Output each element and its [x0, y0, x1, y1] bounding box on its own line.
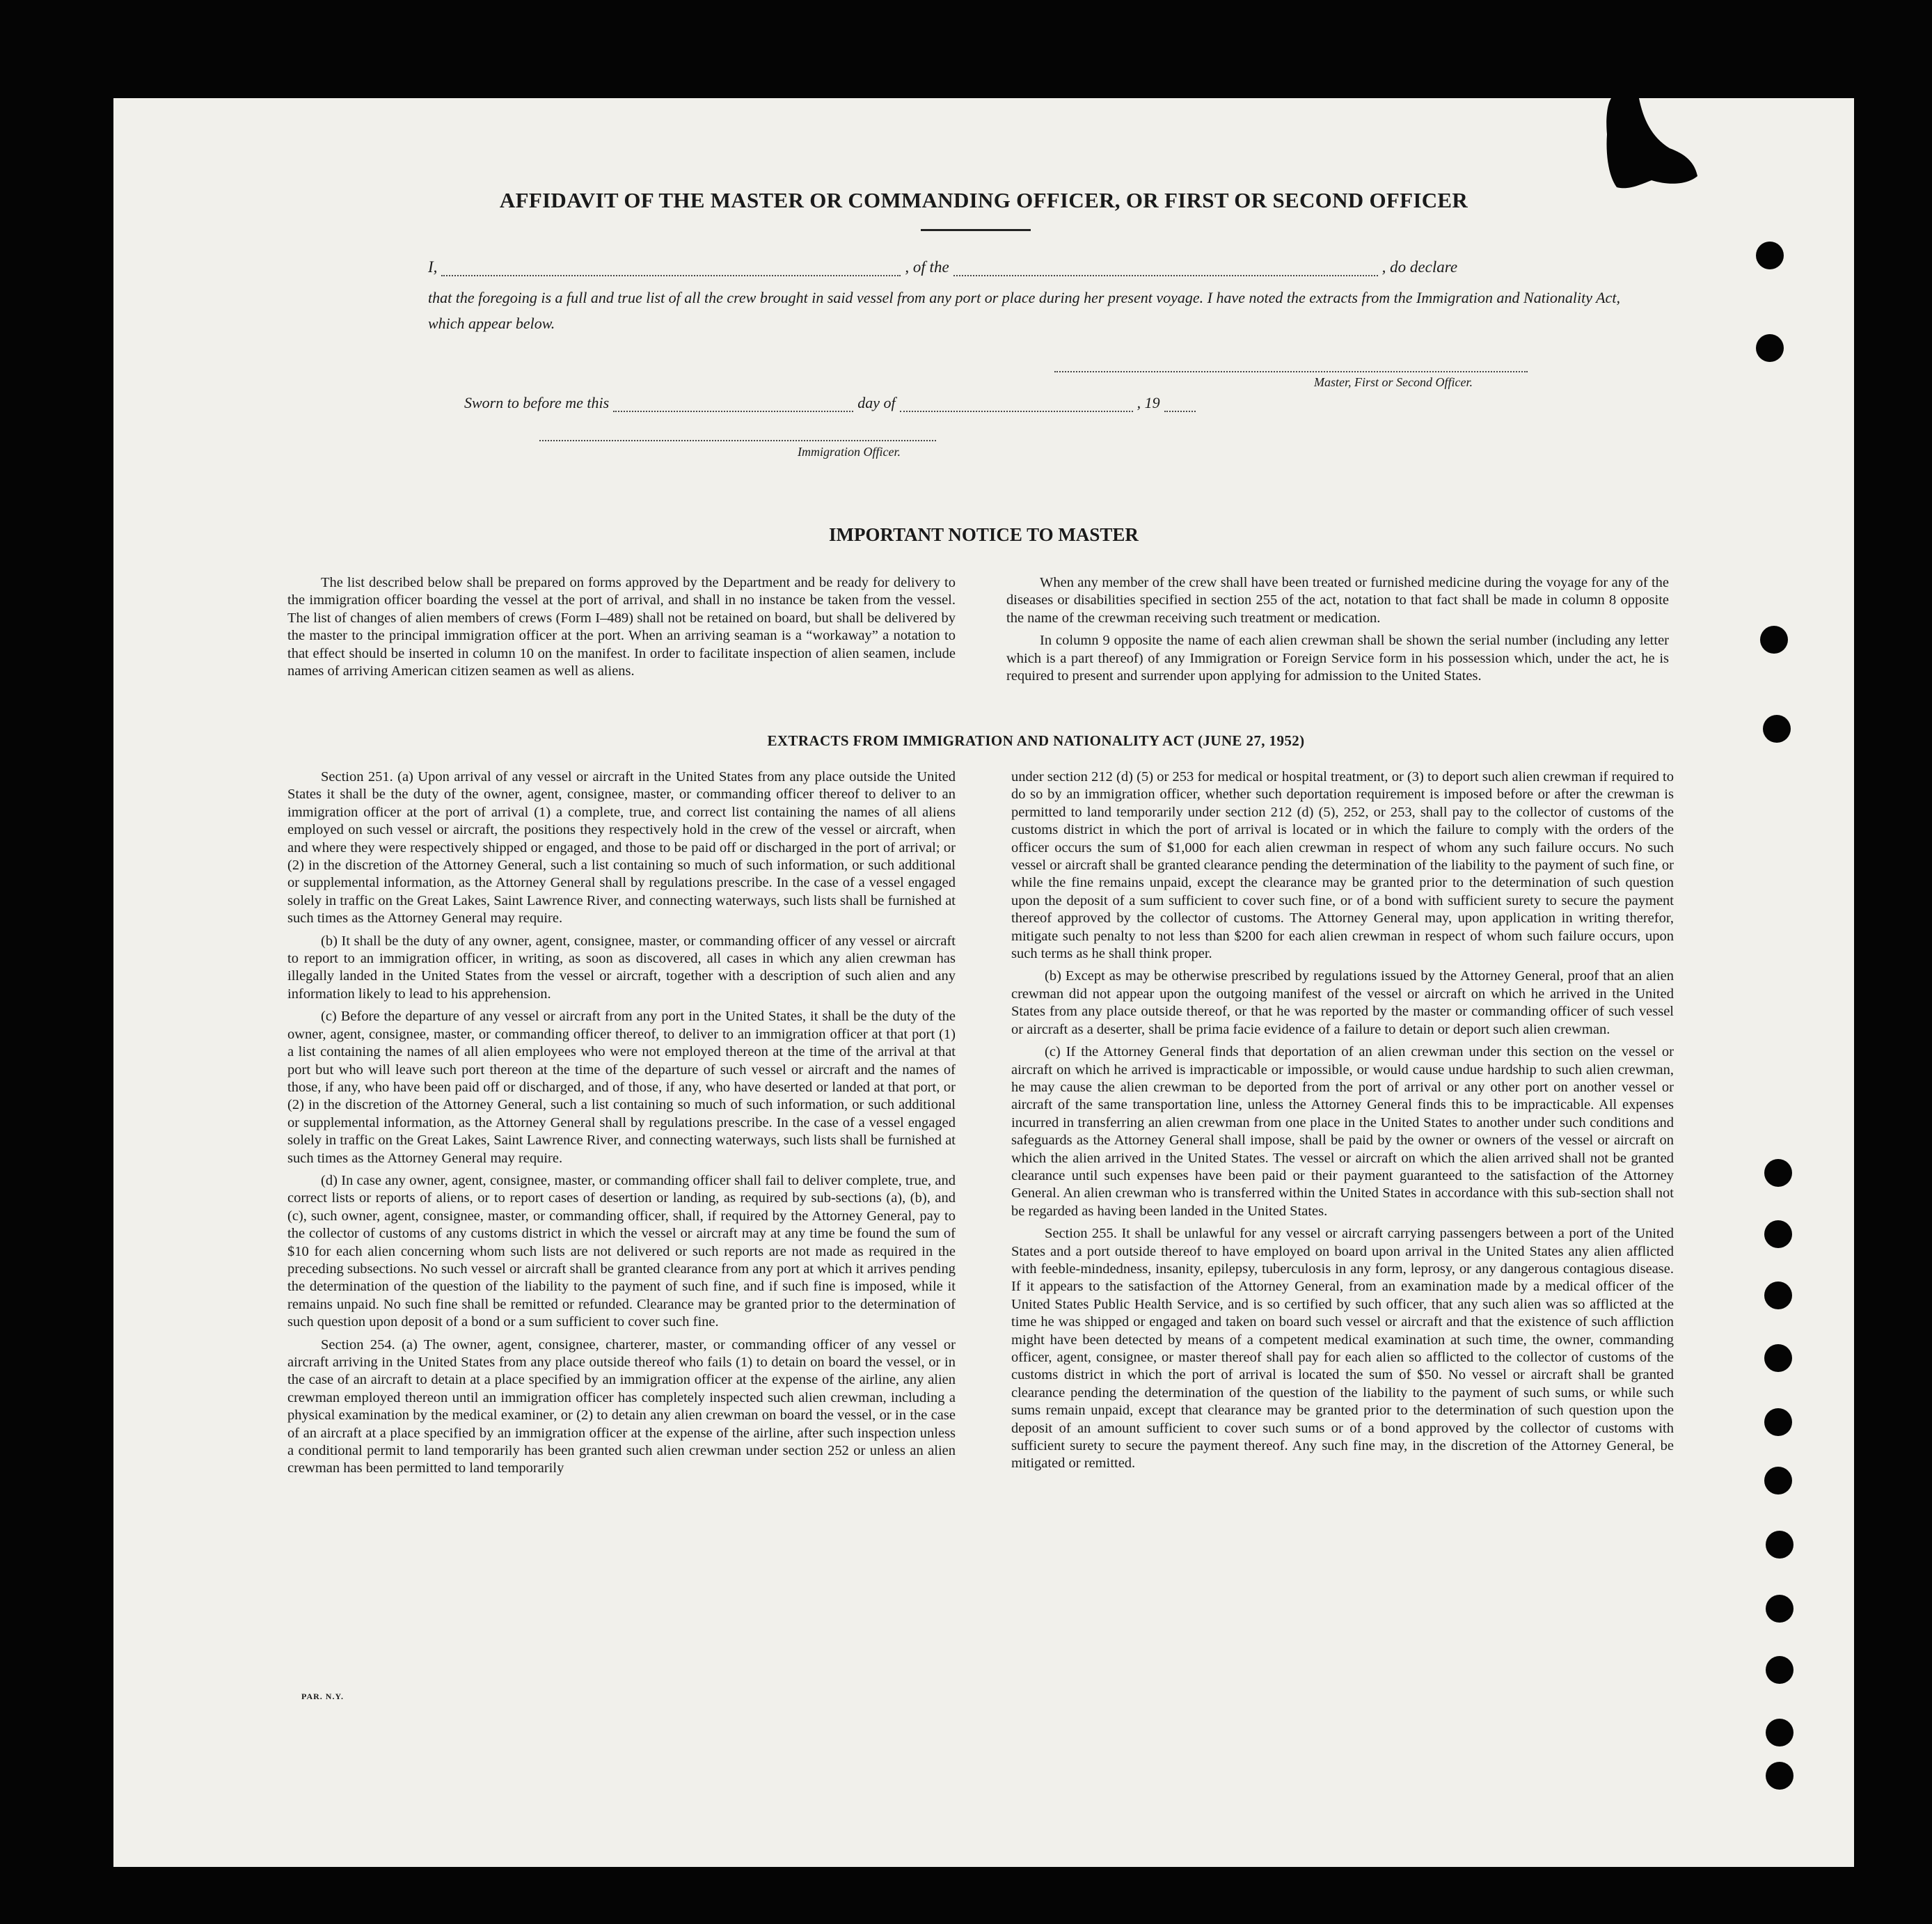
declaration-line — [428, 258, 1646, 276]
notice-title: IMPORTANT NOTICE TO MASTER — [829, 524, 1139, 545]
sworn-prefix: Sworn to before me this — [464, 394, 610, 411]
punch-hole — [1766, 1531, 1794, 1559]
sworn-day-blank[interactable] — [613, 400, 853, 412]
title-divider — [921, 229, 1031, 231]
punch-hole — [1766, 1719, 1794, 1746]
extract-paragraph: Section 251. (a) Upon arrival of any vessel or aircraft in the United States from any place outside the United States it shall be the duty of the owner, agent, consignee, master, or commanding officer thereof to deliver to an immigration officer at the port of arrival (1) a complete, true, and correct list containing the names of all aliens employed on such vessel or aircraft, the positions they respectively hold in the crew of the vessel or aircraft, when and where they were respectively shipped or engaged, and those to be paid off or discharged in the port of arrival; or (2) in the discretion of the Attorney General, such a list containing so much of such information, or such additional or supplemental information, as the Attorney General shall by regulations prescribe. In the case of a vessel engaged solely in traffic on the Great Lakes, Saint Lawrence River, and connecting waterways, such lists shall be furnished at such times as the Attorney General may require. — [287, 769, 956, 926]
extract-paragraph: (d) In case any owner, agent, consignee, master, or commanding officer shall fail to deliver complete, true, and correct lists or reports of aliens, or to report cases of desertion or landing, as required by sub-sections (a), (b), and (c), such owner, agent, consignee, master, or commanding officer, shall, if required by the Attorney General, pay to the collector of customs of any customs district in which the vessel or aircraft may at any time be found the sum of $10 for each alien concerning whom such lists are not delivered or such reports are not made as required in the preceding subsections. No such vessel or aircraft shall be granted clearance from any port at which it arrives pending the determination of the question of the liability to the payment of such fine, and if such fine is imposed, while it remains unpaid. No such fine shall be remitted or refunded. Clearance may be granted prior to the determination of such question upon deposit of a bond or a sum sufficient to cover such fine. — [287, 1172, 956, 1330]
sworn-year-label: , 19 — [1137, 394, 1160, 411]
affidavit-title: AFFIDAVIT OF THE MASTER OR COMMANDING OFFICER, OR FIRST OR SECOND OFFICER — [499, 188, 1468, 212]
extracts-title: EXTRACTS FROM IMMIGRATION AND NATIONALITY ACT (JUNE 27, 1952) — [767, 732, 1305, 749]
extract-paragraph: Section 254. (a) The owner, agent, consignee, charterer, master, or commanding officer of any vessel or aircraft arriving in the United States from any place outside thereof who fails (1) to detain on board the vessel, or in the case of an aircraft to detain at a place specified by an immigration officer at the expense of the airline, any alien crewman employed thereon until an immigration officer has completely inspected such alien crewman, including a physical examination by the medical examiner, or (2) to detain any alien crewman on board the vessel, or in the case of an aircraft at a place specified by an immigration officer at the expense of the airline, after such inspection unless a conditional permit to land temporarily has been granted such alien crewman under section 252 or unless an alien crewman has been permitted to land temporarily — [287, 1336, 956, 1476]
extracts-left-column — [287, 768, 956, 1483]
sworn-line — [464, 394, 1369, 412]
notice-paragraph: When any member of the crew shall have been treated or furnished medicine during the voyage for any of the diseases or disabilities specified in section 255 of the act, notation to that fact shall be made in column 8 opposite the name of the crewman receiving such treatment or medication. — [1006, 575, 1669, 626]
extract-paragraph: Section 255. It shall be unlawful for any vessel or aircraft carrying passengers between a port of the United States and a port outside thereof to have employed on board upon arrival in the United States any alien afflicted with feeble-mindedness, insanity, epilepsy, tuberculosis in any form, leprosy, or any dangerous contagious disease. If it appears to the satisfaction of the Attorney General, from an examination made by a medical officer of the United States Public Health Service, and is so certified by such officer, that any such alien was so afflicted at the time he was shipped or engaged and taken on board such vessel or aircraft and that the existence of such affliction might have been detected by means of a competent medical examination at such time, the owner, commanding officer, agent, consignee, or master thereof shall pay for each alien so afflicted to the collector of customs of the customs district in which the port of arrival is located the sum of $50. No vessel or aircraft shall be granted clearance pending the determination of the question of the liability to the payment of such sums, or while such sums remain unpaid, except that clearance may be granted prior to the determination of such question upon the deposit of an amount sufficient to cover such sums or of a bond approved by the collector of customs with sufficient surety to secure the payment thereof. Any such fine may, in the discretion of the Attorney General, be mitigated or remitted. — [1011, 1226, 1674, 1472]
punch-hole — [1764, 1282, 1792, 1309]
vessel-blank[interactable] — [953, 264, 1378, 276]
notice-left-column — [287, 574, 956, 685]
sworn-month-blank[interactable] — [900, 400, 1133, 412]
punch-hole — [1764, 1408, 1792, 1436]
punch-hole — [1756, 242, 1784, 269]
sworn-year-blank[interactable] — [1164, 400, 1196, 412]
punch-hole — [1763, 715, 1791, 743]
extract-paragraph: (b) Except as may be otherwise prescribed by regulations issued by the Attorney General, proof that an alien crewman did not appear upon the outgoing manifest of the vessel or aircraft on which he arrived in the United States from any place outside thereof, or that he was reported by the master or commanding officer of such vessel or aircraft as a deserter, shall be prima facie evidence of a failure to detain or deport such alien crewman. — [1011, 968, 1674, 1037]
declaration-do-declare: , do declare — [1381, 258, 1458, 276]
notice-paragraph: The list described below shall be prepared on forms approved by the Department and be ready for delivery to the immigration officer boarding the vessel at the port of arrival, and shall in no instance be taken from the vessel. The list of changes of alien members of crews (Form I–489) shall not be retained on board, but shall be delivered by the master to the principal immigration officer at the port. When an arriving seaman is a “workaway” a notation to that effect should be inserted in column 10 on the manifest. In order to facilitate inspection of alien seamen, include names of arriving American citizen seamen as well as aliens. — [287, 575, 956, 679]
notice-right-column — [1006, 574, 1669, 690]
extracts-right-column — [1011, 768, 1674, 1478]
officer-signature-line[interactable] — [539, 440, 936, 441]
extract-paragraph: (c) If the Attorney General finds that deportation of an alien crewman under this section on the vessel or aircraft on which he arrived is impracticable or impossible, or would cause undue hardship to such alien crewman, he may cause the alien crewman to be deported from the port of arrival or any other port on another vessel or aircraft of the same transportation line, unless the Attorney General finds this to be impracticable. All expenses incurred in transferring an alien crewman from one place in the United States to another under such conditions and safeguards as the Attorney General shall impose, shall be paid by the owner or owners of the vessel or aircraft on which the alien arrived in the United States. The vessel or aircraft on which the alien arrived shall not be granted clearance until such expenses have been paid or their payment guaranteed to the satisfaction of the Attorney General. An alien crewman who is transferred within the United States in accordance with this sub-section shall not be regarded as having been landed in the United States. — [1011, 1044, 1674, 1219]
declaration-body: that the foregoing is a full and true list of all the crew brought in said vessel from any port or place during her present voyage. I have noted the extracts from the Immigration and Nationality Act, which appear below. — [428, 289, 1620, 332]
extract-paragraph: (b) It shall be the duty of any owner, agent, consignee, master, or commanding officer of any vessel or aircraft to report to an immigration officer, in writing, as soon as discovered, all cases in which any alien crewman has illegally landed in the United States from the vessel or aircraft, together with a description of such alien and any information likely to lead to his apprehension. — [287, 933, 956, 1002]
master-signature-line[interactable] — [1054, 371, 1528, 372]
extract-paragraph: under section 212 (d) (5) or 253 for medical or hospital treatment, or (3) to deport such alien crewman if required to do so by an immigration officer, whether such deportation requirement is imposed before or after the crewman is permitted to land temporarily under section 212 (d) (5), 252, or 253, shall pay to the collector of customs of the customs district in which the port of arrival is located or in which the failure to comply with the orders of the officer occurs the sum of $1,000 for each alien crewman in respect of whom any such failure occurs. No such vessel or aircraft shall be granted clearance pending the determination of the liability to the payment of such fine, or while the fine remains unpaid, except the clearance may be granted prior to the determination of such question upon the deposit of a sum sufficient to cover such fine, or of a bond with sufficient surety to secure the payment thereof approved by the collector of customs. The Attorney General may, upon application in writing therefor, mitigate such penalty to not less than $200 for each alien crewman in respect of whom such failure occurs, upon such terms as he shall think proper. — [1011, 769, 1674, 962]
notice-paragraph: In column 9 opposite the name of each alien crewman shall be shown the serial number (including any letter which is a part thereof) of any Immigration or Foreign Service form in his possession which, under the act, he is required to present and surrender upon applying for admission to the United States. — [1006, 633, 1669, 684]
punch-hole — [1766, 1656, 1794, 1684]
declaration-i: I, — [428, 258, 438, 276]
punch-hole — [1766, 1595, 1794, 1623]
punch-hole — [1766, 1762, 1794, 1790]
punch-hole — [1764, 1344, 1792, 1372]
master-signature-label: Master, First or Second Officer. — [1314, 375, 1473, 389]
sworn-day-label: day of — [857, 394, 896, 411]
printer-mark: PAR. N.Y. — [301, 1692, 345, 1701]
punch-hole — [1764, 1159, 1792, 1187]
declaration-of-the: , of the — [905, 258, 949, 276]
torn-corner-mark — [1603, 98, 1700, 196]
punch-hole — [1756, 334, 1784, 362]
punch-hole — [1764, 1220, 1792, 1248]
punch-hole — [1760, 626, 1788, 654]
punch-hole — [1764, 1467, 1792, 1495]
officer-signature-label: Immigration Officer. — [798, 445, 901, 459]
name-blank[interactable] — [441, 264, 901, 276]
document-page — [113, 98, 1854, 1867]
extract-paragraph: (c) Before the departure of any vessel or aircraft from any port in the United States, it shall be the duty of the owner, agent, consignee, master, or commanding officer thereof, to deliver to an immigration officer at that port (1) a list containing the names of all alien employees who were not employed thereon at the time of the arrival at that port but who will leave such port thereon at the time of the departure of such vessel or aircraft and the names of those, if any, who have been paid off or discharged, and of those, if any, who have deserted or landed at that port, or (2) in the discretion of the Attorney General, such a list containing so much of such information, or such additional or supplemental information, as the Attorney General shall by regulations prescribe. In the case of a vessel engaged solely in traffic on the Great Lakes, Saint Lawrence River, and connecting waterways, such lists shall be furnished at such times as the Attorney General may require. — [287, 1009, 956, 1166]
